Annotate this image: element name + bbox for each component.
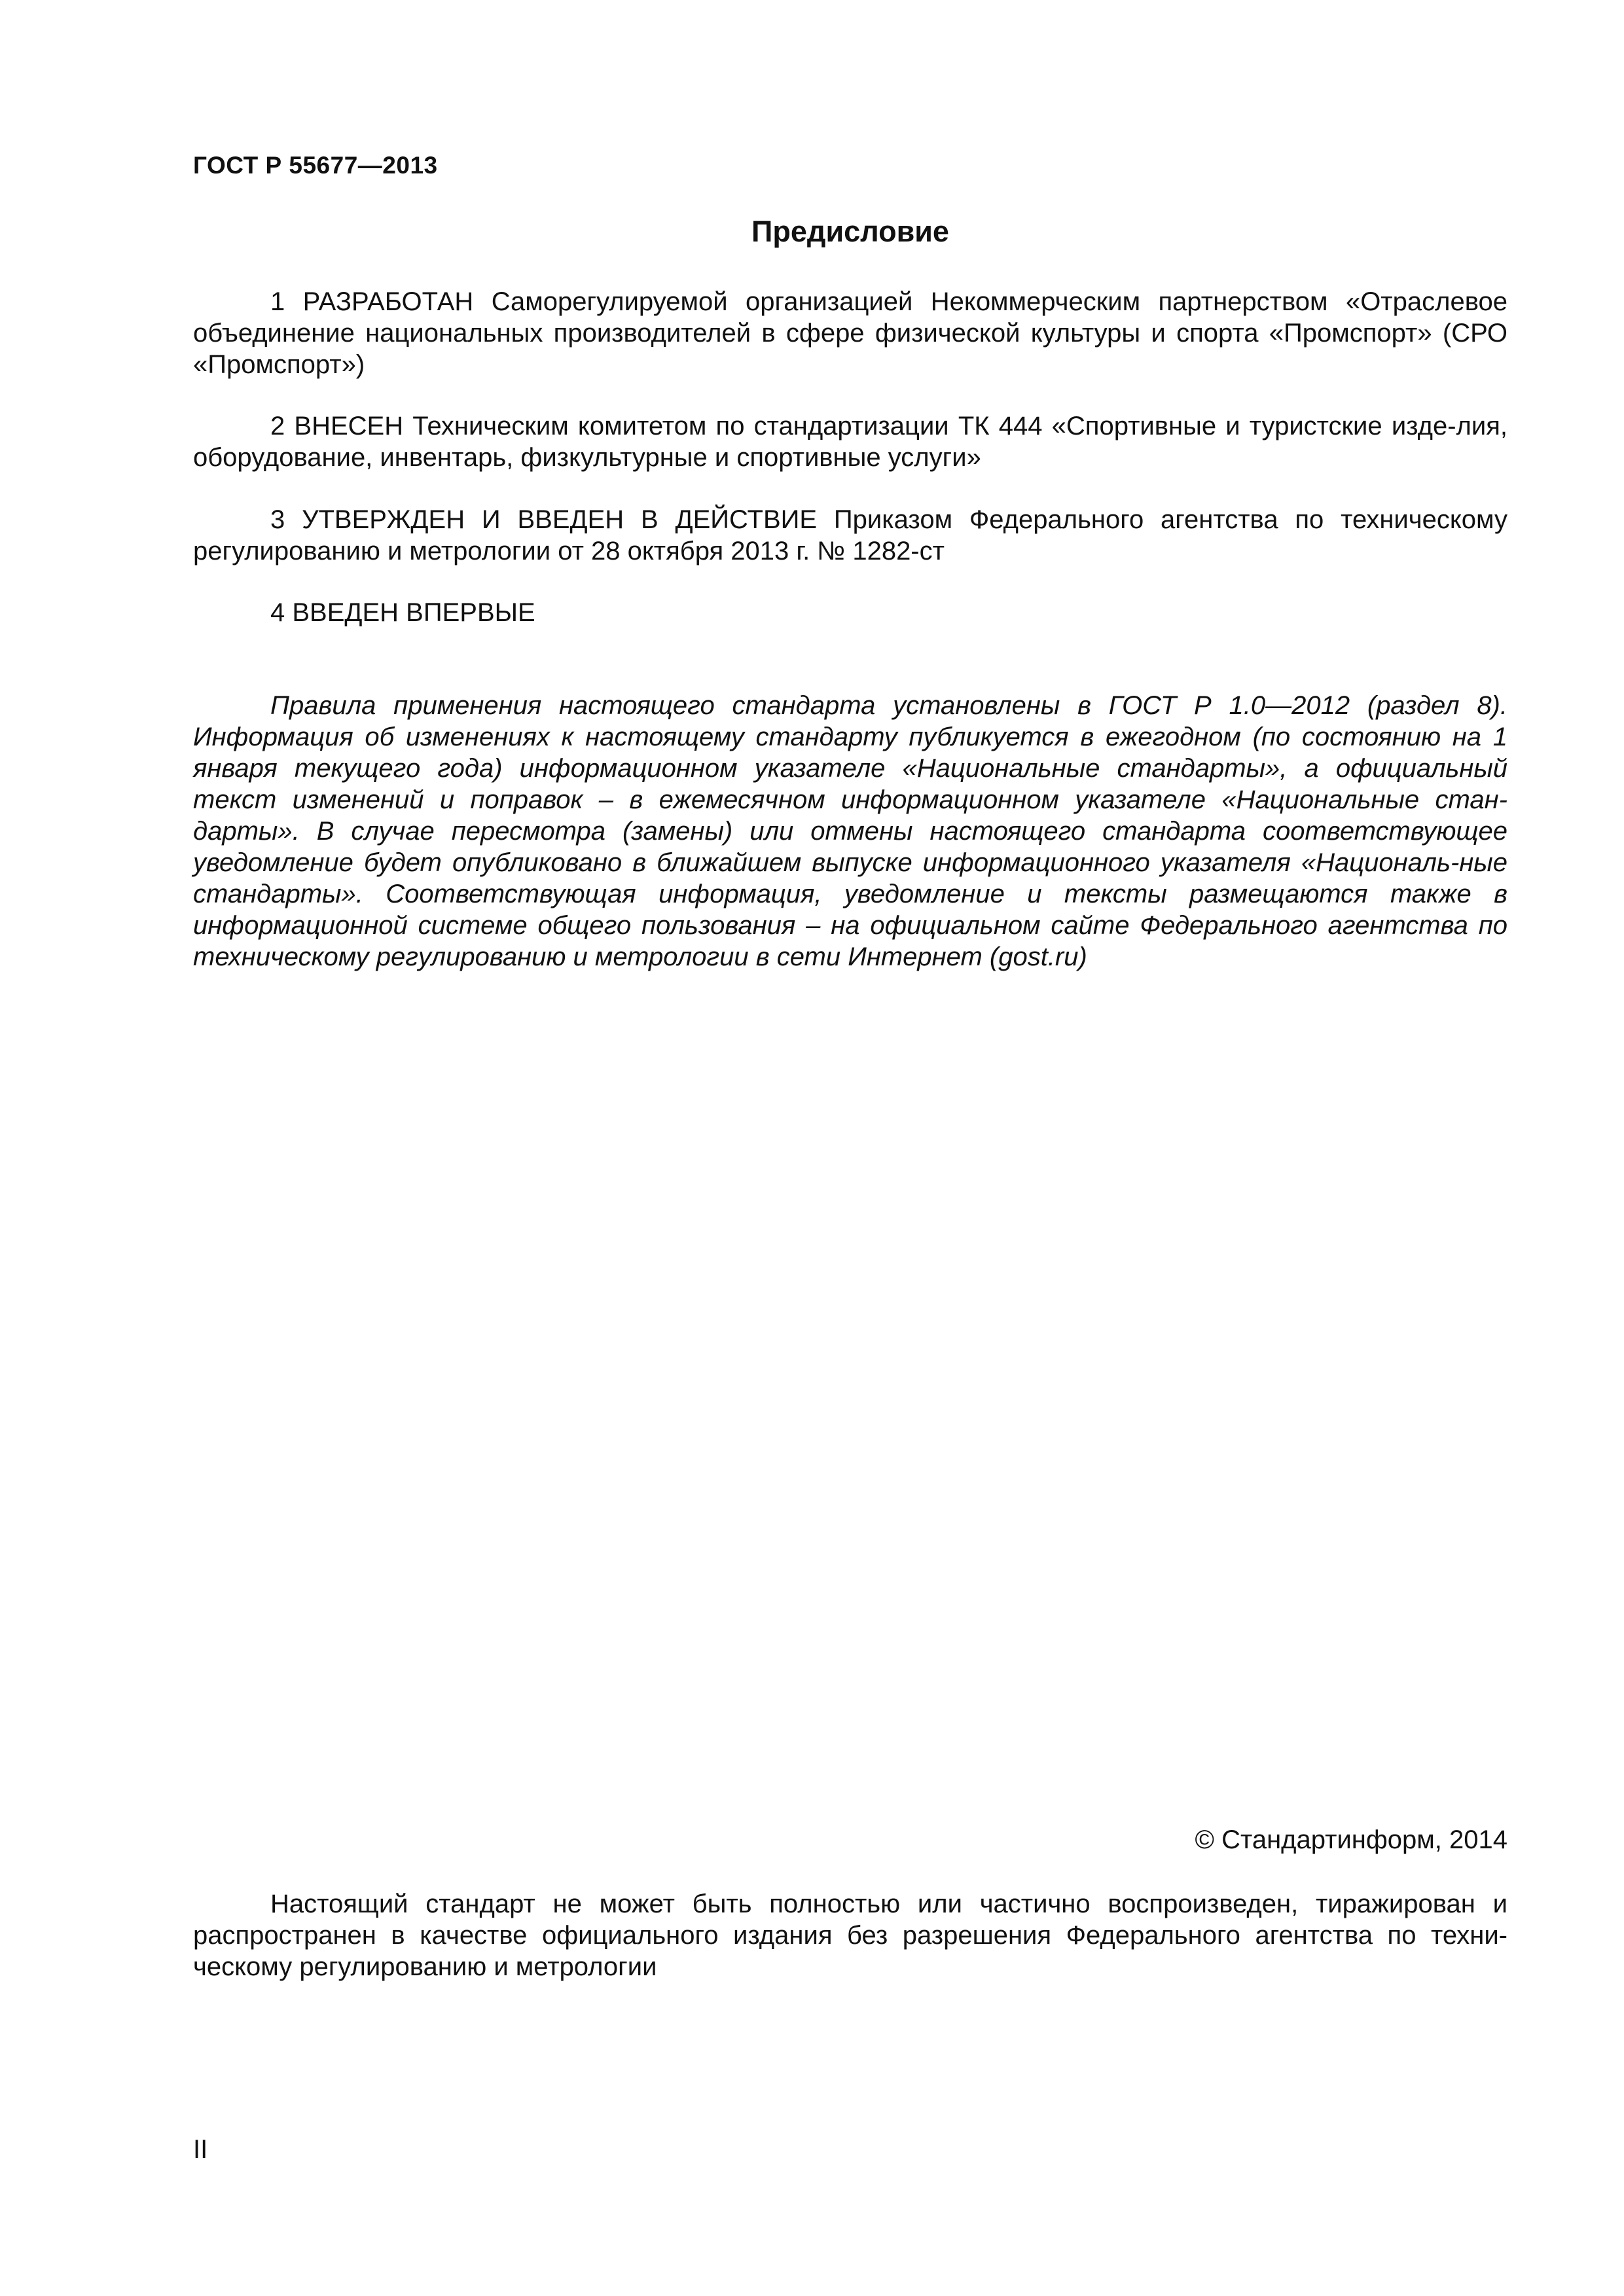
page-title: Предисловие bbox=[751, 215, 949, 248]
copyright-line: © Стандартинформ, 2014 bbox=[1195, 1825, 1507, 1854]
reproduction-restriction: Настоящий стандарт не может быть полностью или частично воспроизведен, тиражирован и распространен в качестве официального издания без разрешения Федерального агентства по техни-ческому регулированию и метрологии bbox=[193, 1890, 1507, 1981]
application-rules-note: Правила применения настоящего стандарта установлены в ГОСТ Р 1.0—2012 (раздел 8). Информация об изменениях к настоящему стандарту публикуется в ежегодном (по состоянию на 1 января текущего года) информационном указателе «Национальные стандарты», а официальный текст изменений и поправок – в ежемесячном информационном указателе «Национальные стан-дарты». В случае пересмотра (замены) или отмены настоящего стандарта соответствующее уведомление будет опубликовано в ближайшем выпуске информационного указателя «Националь-ные стандарты». Соответствующая информация, уведомление и тексты размещаются также в информационной системе общего пользования – на официальном сайте Федерального агентства по техническому регулированию и метрологии в сети Интернет (gost.ru) bbox=[193, 691, 1507, 971]
page-number: II bbox=[193, 2135, 208, 2164]
paragraph-submitted: 2 ВНЕСЕН Техническим комитетом по стандартизации ТК 444 «Спортивные и туристские изде-лия, оборудование, инвентарь, физкультурные и спортивные услуги» bbox=[193, 412, 1507, 472]
paragraph-first-introduced: 4 ВВЕДЕН ВПЕРВЫЕ bbox=[270, 598, 535, 627]
paragraph-approved: 3 УТВЕРЖДЕН И ВВЕДЕН В ДЕЙСТВИЕ Приказом Федерального агентства по техническому регулированию и метрологии от 28 октября 2013 г. № 1282-ст bbox=[193, 505, 1507, 565]
document-code: ГОСТ Р 55677—2013 bbox=[193, 152, 438, 179]
paragraph-developed: 1 РАЗРАБОТАН Саморегулируемой организацией Некоммерческим партнерством «Отраслевое объединение национальных производителей в сфере физической культуры и спорта «Промспорт» (СРО «Промспорт») bbox=[193, 287, 1507, 379]
